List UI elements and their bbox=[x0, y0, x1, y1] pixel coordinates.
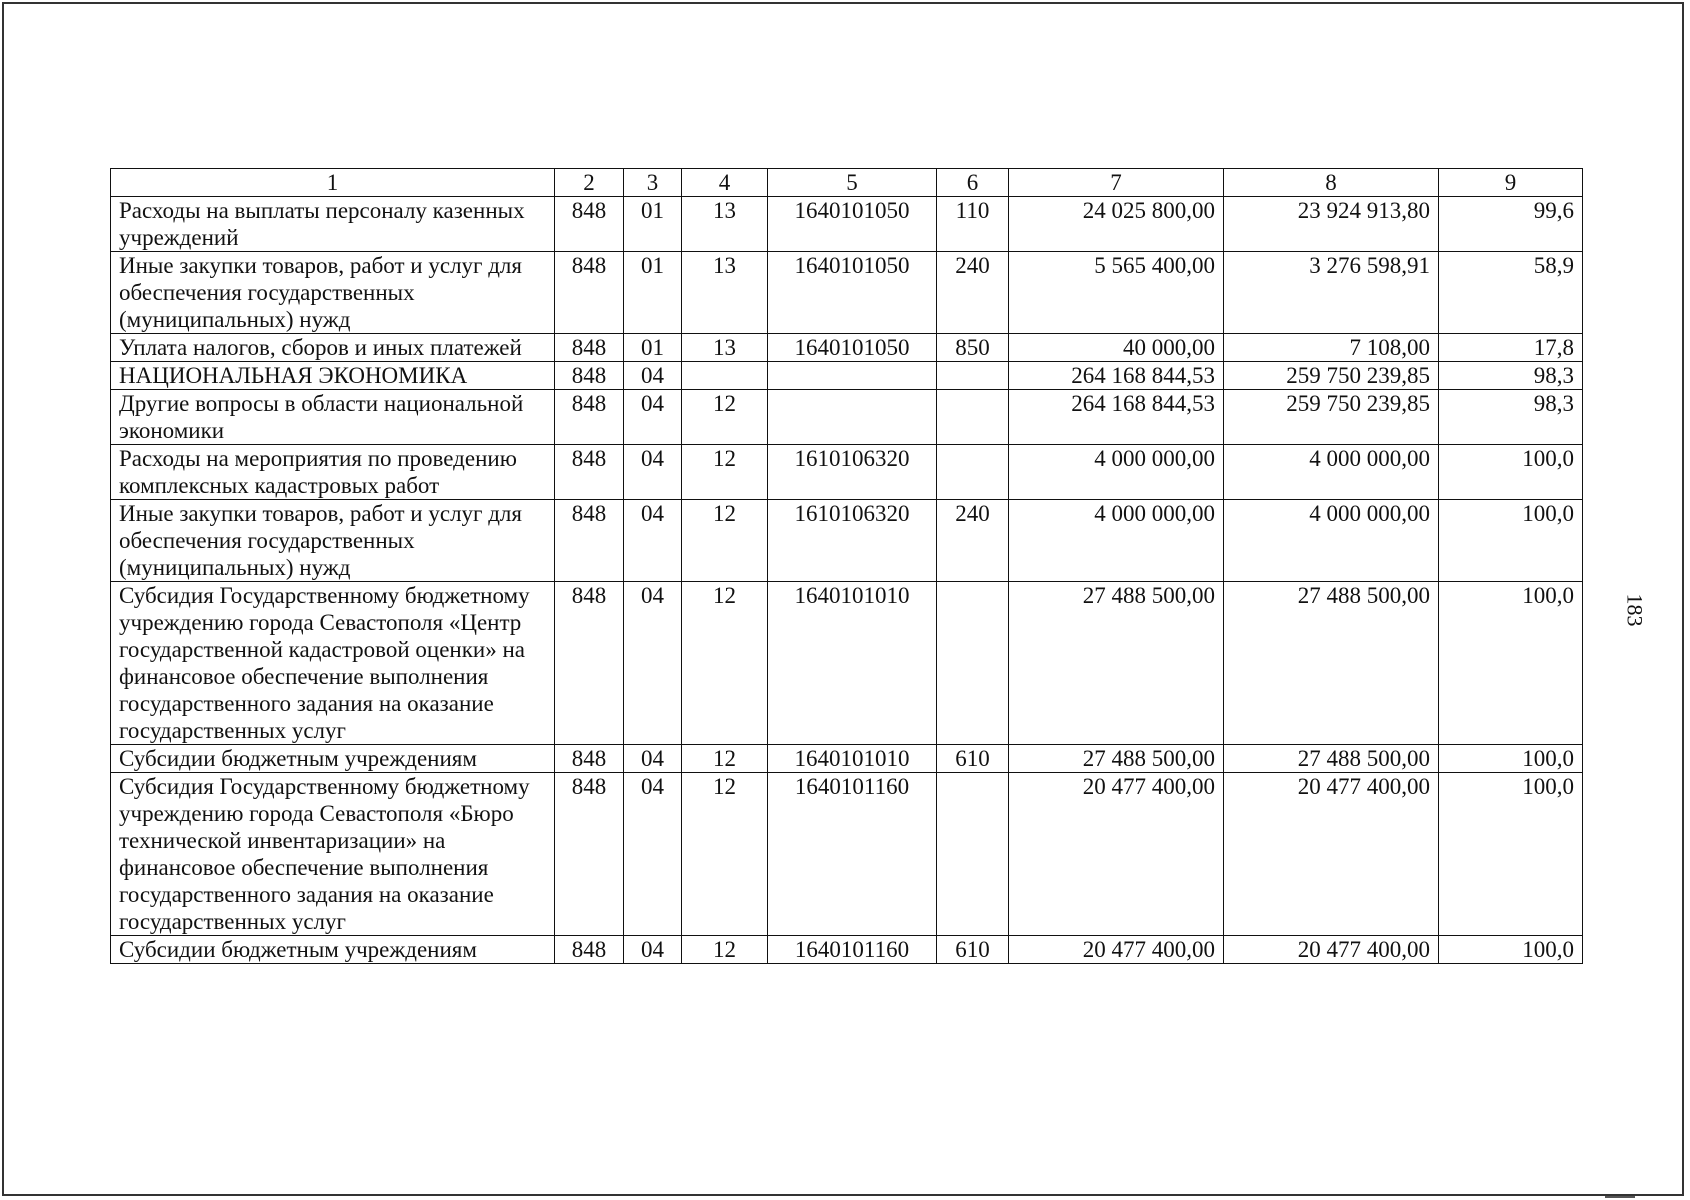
table-row bbox=[111, 936, 1583, 964]
row-cell-6: 240 bbox=[937, 252, 1009, 334]
row-cell-3: 01 bbox=[624, 197, 682, 252]
row-cell-3: 04 bbox=[624, 936, 682, 964]
row-cell-4: 13 bbox=[682, 197, 768, 252]
row-cell-5 bbox=[768, 362, 937, 390]
table-row bbox=[111, 582, 1583, 745]
row-cell-5: 1640101010 bbox=[768, 582, 937, 745]
page-number: 183 bbox=[1622, 593, 1648, 627]
row-cell-7: 20 477 400,00 bbox=[1009, 773, 1224, 936]
row-cell-5: 1610106320 bbox=[768, 445, 937, 500]
row-cell-3: 01 bbox=[624, 252, 682, 334]
row-cell-5: 1640101160 bbox=[768, 773, 937, 936]
header-cell: 2 bbox=[555, 169, 624, 197]
row-cell-2: 848 bbox=[555, 745, 624, 773]
header-cell: 9 bbox=[1439, 169, 1583, 197]
row-cell-2: 848 bbox=[555, 500, 624, 582]
row-cell-4: 12 bbox=[682, 582, 768, 745]
row-name-cell: Расходы на выплаты персоналу казенных учреждений bbox=[111, 197, 555, 252]
table-row bbox=[111, 252, 1583, 334]
row-cell-4: 13 bbox=[682, 252, 768, 334]
header-cell: 3 bbox=[624, 169, 682, 197]
header-cell: 5 bbox=[768, 169, 937, 197]
row-cell-7: 27 488 500,00 bbox=[1009, 582, 1224, 745]
row-cell-6: 850 bbox=[937, 334, 1009, 362]
row-cell-8: 27 488 500,00 bbox=[1224, 582, 1439, 745]
row-cell-5: 1640101050 bbox=[768, 197, 937, 252]
row-cell-3: 04 bbox=[624, 745, 682, 773]
row-cell-3: 04 bbox=[624, 500, 682, 582]
row-cell-6 bbox=[937, 445, 1009, 500]
row-cell-4: 12 bbox=[682, 745, 768, 773]
table-row bbox=[111, 362, 1583, 390]
row-cell-2: 848 bbox=[555, 362, 624, 390]
header-cell: 1 bbox=[111, 169, 555, 197]
row-cell-6 bbox=[937, 390, 1009, 445]
row-cell-8: 27 488 500,00 bbox=[1224, 745, 1439, 773]
row-cell-6 bbox=[937, 362, 1009, 390]
table-header-row bbox=[111, 169, 1583, 197]
row-cell-6: 610 bbox=[937, 745, 1009, 773]
row-cell-7: 264 168 844,53 bbox=[1009, 362, 1224, 390]
row-cell-6: 240 bbox=[937, 500, 1009, 582]
row-cell-7: 264 168 844,53 bbox=[1009, 390, 1224, 445]
row-cell-8: 23 924 913,80 bbox=[1224, 197, 1439, 252]
row-name-cell: Субсидия Государственному бюджетному учреждению города Севастополя «Бюро технической инвентаризации» на финансовое обеспечение выполнения государственного задания на оказание государственных услуг bbox=[111, 773, 555, 936]
table-row bbox=[111, 500, 1583, 582]
row-cell-8: 20 477 400,00 bbox=[1224, 936, 1439, 964]
row-name-cell: Иные закупки товаров, работ и услуг для обеспечения государственных (муниципальных) нужд bbox=[111, 500, 555, 582]
row-cell-6: 610 bbox=[937, 936, 1009, 964]
row-name-cell: Субсидии бюджетным учреждениям bbox=[111, 745, 555, 773]
row-cell-5 bbox=[768, 390, 937, 445]
row-cell-8: 259 750 239,85 bbox=[1224, 362, 1439, 390]
row-cell-2: 848 bbox=[555, 197, 624, 252]
row-cell-6 bbox=[937, 582, 1009, 745]
row-name-cell: Субсидия Государственному бюджетному учреждению города Севастополя «Центр государственной кадастровой оценки» на финансовое обеспечение выполнения государственного задания на оказание государственных услуг bbox=[111, 582, 555, 745]
row-cell-9: 17,8 bbox=[1439, 334, 1583, 362]
table-row bbox=[111, 745, 1583, 773]
header-cell: 4 bbox=[682, 169, 768, 197]
row-cell-4: 12 bbox=[682, 936, 768, 964]
row-cell-5: 1640101160 bbox=[768, 936, 937, 964]
row-cell-9: 100,0 bbox=[1439, 936, 1583, 964]
row-cell-7: 4 000 000,00 bbox=[1009, 445, 1224, 500]
row-cell-7: 4 000 000,00 bbox=[1009, 500, 1224, 582]
row-cell-2: 848 bbox=[555, 582, 624, 745]
budget-table bbox=[110, 168, 1583, 964]
row-cell-6 bbox=[937, 773, 1009, 936]
row-cell-8: 4 000 000,00 bbox=[1224, 500, 1439, 582]
row-cell-5: 1610106320 bbox=[768, 500, 937, 582]
row-cell-7: 27 488 500,00 bbox=[1009, 745, 1224, 773]
row-name-cell: НАЦИОНАЛЬНАЯ ЭКОНОМИКА bbox=[111, 362, 555, 390]
row-cell-3: 04 bbox=[624, 362, 682, 390]
row-cell-8: 3 276 598,91 bbox=[1224, 252, 1439, 334]
row-cell-8: 4 000 000,00 bbox=[1224, 445, 1439, 500]
row-cell-9: 100,0 bbox=[1439, 582, 1583, 745]
row-cell-5: 1640101050 bbox=[768, 334, 937, 362]
row-cell-9: 98,3 bbox=[1439, 390, 1583, 445]
row-cell-8: 7 108,00 bbox=[1224, 334, 1439, 362]
row-cell-9: 100,0 bbox=[1439, 745, 1583, 773]
row-cell-7: 5 565 400,00 bbox=[1009, 252, 1224, 334]
row-cell-4: 12 bbox=[682, 773, 768, 936]
row-cell-2: 848 bbox=[555, 773, 624, 936]
row-cell-3: 04 bbox=[624, 445, 682, 500]
table-row bbox=[111, 334, 1583, 362]
row-cell-3: 04 bbox=[624, 773, 682, 936]
table-row bbox=[111, 445, 1583, 500]
row-cell-4: 12 bbox=[682, 500, 768, 582]
row-cell-7: 20 477 400,00 bbox=[1009, 936, 1224, 964]
row-cell-5: 1640101010 bbox=[768, 745, 937, 773]
row-name-cell: Субсидии бюджетным учреждениям bbox=[111, 936, 555, 964]
row-cell-4: 12 bbox=[682, 445, 768, 500]
row-cell-7: 40 000,00 bbox=[1009, 334, 1224, 362]
table-row bbox=[111, 197, 1583, 252]
table-row bbox=[111, 773, 1583, 936]
scan-mark bbox=[1605, 1196, 1635, 1198]
row-cell-7: 24 025 800,00 bbox=[1009, 197, 1224, 252]
row-cell-4: 12 bbox=[682, 390, 768, 445]
row-cell-9: 98,3 bbox=[1439, 362, 1583, 390]
header-cell: 8 bbox=[1224, 169, 1439, 197]
row-name-cell: Иные закупки товаров, работ и услуг для обеспечения государственных (муниципальных) нужд bbox=[111, 252, 555, 334]
row-cell-3: 04 bbox=[624, 390, 682, 445]
row-cell-2: 848 bbox=[555, 252, 624, 334]
row-cell-2: 848 bbox=[555, 445, 624, 500]
row-name-cell: Расходы на мероприятия по проведению комплексных кадастровых работ bbox=[111, 445, 555, 500]
row-cell-9: 58,9 bbox=[1439, 252, 1583, 334]
row-cell-2: 848 bbox=[555, 390, 624, 445]
row-cell-2: 848 bbox=[555, 936, 624, 964]
row-cell-3: 04 bbox=[624, 582, 682, 745]
header-cell: 6 bbox=[937, 169, 1009, 197]
row-name-cell: Другие вопросы в области национальной экономики bbox=[111, 390, 555, 445]
header-cell: 7 bbox=[1009, 169, 1224, 197]
row-cell-5: 1640101050 bbox=[768, 252, 937, 334]
row-cell-9: 100,0 bbox=[1439, 445, 1583, 500]
row-cell-2: 848 bbox=[555, 334, 624, 362]
row-cell-4 bbox=[682, 362, 768, 390]
row-cell-3: 01 bbox=[624, 334, 682, 362]
row-cell-8: 20 477 400,00 bbox=[1224, 773, 1439, 936]
table-row bbox=[111, 390, 1583, 445]
row-cell-9: 99,6 bbox=[1439, 197, 1583, 252]
row-cell-4: 13 bbox=[682, 334, 768, 362]
row-cell-9: 100,0 bbox=[1439, 500, 1583, 582]
row-cell-6: 110 bbox=[937, 197, 1009, 252]
row-cell-8: 259 750 239,85 bbox=[1224, 390, 1439, 445]
row-cell-9: 100,0 bbox=[1439, 773, 1583, 936]
row-name-cell: Уплата налогов, сборов и иных платежей bbox=[111, 334, 555, 362]
